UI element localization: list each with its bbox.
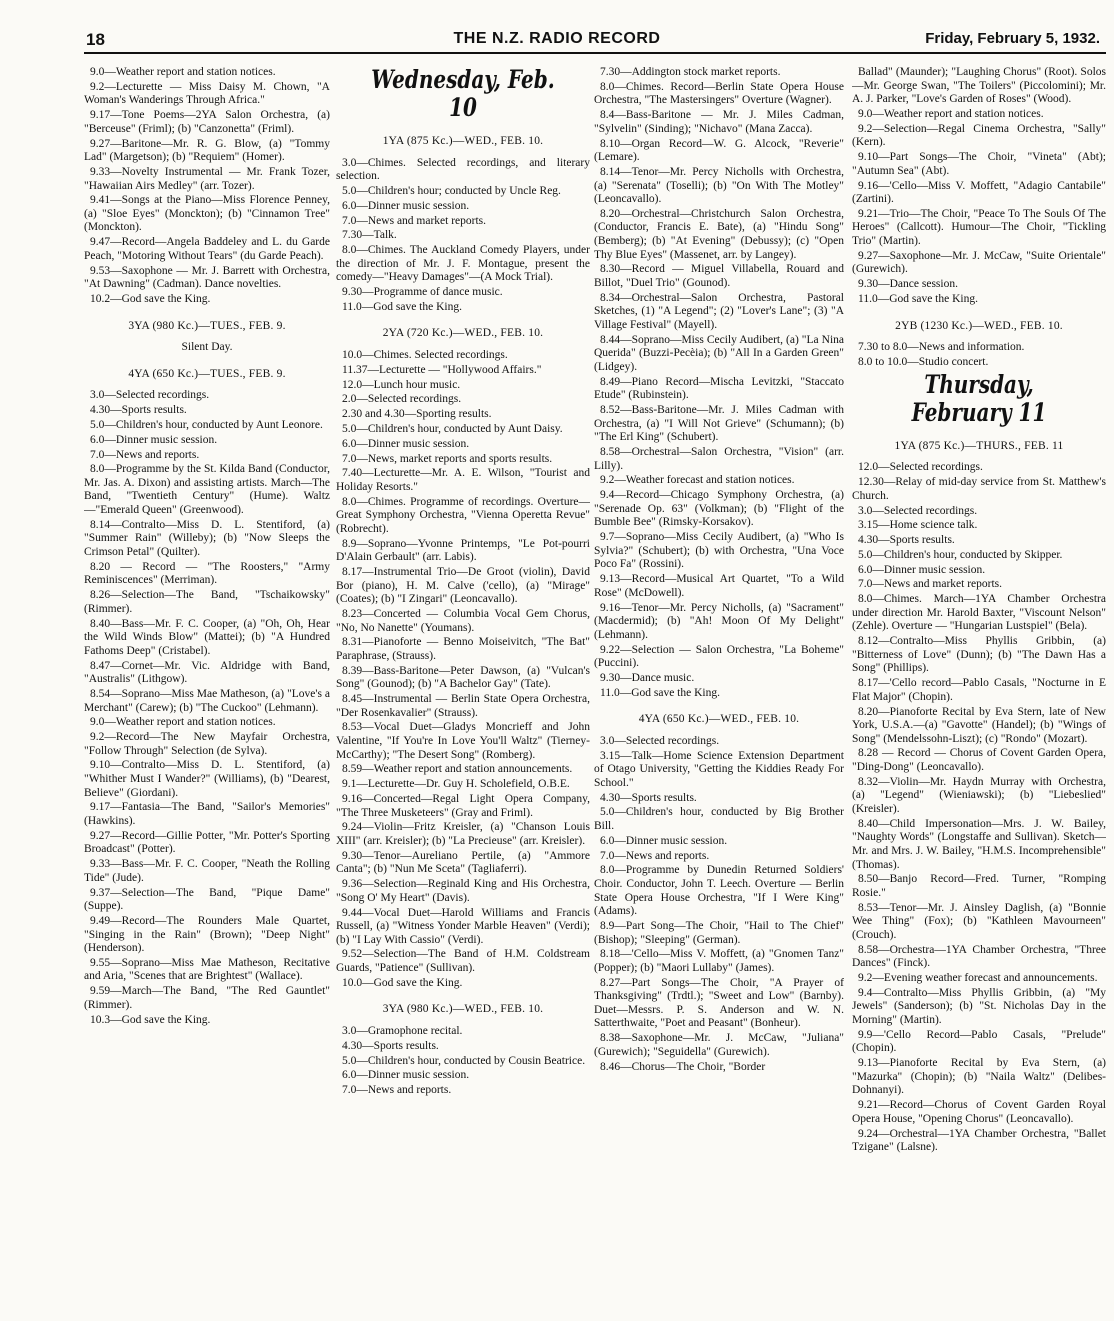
programme-item: 9.0—Weather report and station notices.	[858, 107, 1044, 120]
programme-item: 8.14—Contralto—Miss D. L. Stentiford, (a) "Summer Rain" (Willeby); (b) "Now Sleeps the Crimson Petal" (Quilter).	[84, 518, 330, 559]
programme-item: 12.0—Selected recordings.	[858, 461, 983, 474]
programme-item: 8.45—Instrumental — Berlin State Opera Orchestra, "Der Rosenkavalier" (Strauss).	[336, 693, 590, 719]
programme-item: 7.30 to 8.0—News and information.	[858, 341, 1025, 354]
programme-item: 9.37—Selection—The Band, "Pique Dame" (Suppe).	[84, 886, 330, 913]
programme-item: 5.0—Children's hour, conducted by Cousin Beatrice.	[342, 1054, 586, 1067]
programme-item: 9.2—Evening weather forecast and announcements.	[858, 972, 1098, 985]
programme-item: 9.10—Contralto—Miss D. L. Stentiford, (a) "Whither Must I Wander?" (Williams), (b) "Dearest, Believe" (Giordani).	[84, 759, 330, 799]
masthead	[0, 0, 1114, 62]
programme-item: 9.36—Selection—Reginald King and His Orchestra, "Song O' My Heart" (Davis).	[336, 878, 590, 904]
programme-item: 9.17—Fantasia—The Band, "Sailor's Memories" (Hawkins).	[84, 801, 330, 827]
programme-item: 7.40—Lecturette—Mr. A. E. Wilson, "Tourist and Holiday Resorts."	[336, 467, 590, 493]
programme-item: 8.14—Tenor—Mr. Percy Nicholls with Orchestra, (a) "Serenata" (Toselli); (b) "On With The Motley" (Leoncavallo).	[594, 165, 844, 206]
programme-item: 9.27—Baritone—Mr. R. G. Blow, (a) "Tommy Lad" (Margetson); (b) "Requiem" (Homer).	[84, 137, 330, 164]
programme-item: 7.0—News, market reports and sports results.	[342, 452, 553, 465]
programme-item: 4.30—Sports results.	[342, 1039, 439, 1052]
programme-item: 8.9—Soprano—Yvonne Printemps, "Le Pot-pourri D'Alain Gerbault" (arr. Labis).	[336, 537, 590, 564]
programme-item: 9.10—Part Songs—The Choir, "Vineta" (Abt); "Autumn Sea" (Abt).	[852, 151, 1106, 177]
programme-item: 8.26—Selection—The Band, "Tschaikowsky" (Rimmer).	[84, 589, 330, 615]
programme-item: 8.23—Concerted — Columbia Vocal Gem Chorus, "No, No Nanette" (Youmans).	[336, 607, 590, 634]
station-heading: 3YA (980 Kc.)—TUES., FEB. 9.	[128, 319, 286, 332]
programme-item: 8.40—Bass—Mr. F. C. Cooper, (a) "Oh, Oh, Hear the Wild Winds Blow" (Mattei); (b) "A Hundred Fathoms Deep" (Cristabel).	[84, 617, 330, 657]
programme-item: 9.2—Lecturette — Miss Daisy M. Chown, "A Woman's Wanderings Through Africa."	[84, 80, 330, 107]
masthead-rule	[84, 52, 1106, 54]
programme-item: 9.4—Contralto—Miss Phyllis Gribbin, (a) "My Jewels" (Sanderson); (b) "St. Nicholas Day in the Morning" (Martin).	[852, 986, 1106, 1027]
station-heading: 1YA (875 Kc.)—WED., FEB. 10.	[382, 135, 544, 147]
programme-item: Ballad" (Maunder); "Laughing Chorus" (Root). Solos—Mr. George Swan, "The Toilers" (Piccolomini); Mr. A. J. Parker, "Love's Garden of Roses" (Wood).	[852, 66, 1106, 106]
programme-item: 8.9—Part Song—The Choir, "Hail to The Chief" (Bishop); "Sleeping" (German).	[594, 919, 844, 946]
programme-item: 7.0—News and market reports.	[342, 214, 487, 227]
programme-item: 9.13—Pianoforte Recital by Eva Stern, (a) "Mazurka" (Chopin); (b) "Naila Waltz" (Delibes-Dohnanyi).	[852, 1057, 1106, 1097]
programme-item: 9.7—Soprano—Miss Cecily Audibert, (a) "Who Is Sylvia?" (Schubert); (b) with Orchestra, "Una Voce Poco Fa" (Rossini).	[594, 531, 844, 571]
programme-item: 10.2—God save the King.	[90, 293, 211, 305]
programme-item: 9.4—Record—Chicago Symphony Orchestra, (a) "Serenade Op. 63" (Volkman); (b) "Flight of the Bumble Bee" (Rimsky-Korsakov).	[594, 489, 844, 529]
programme-item: 10.0—God save the King.	[342, 976, 463, 989]
programme-item: 9.2—Record—The New Mayfair Orchestra, "Follow Through" Selection (de Sylva).	[84, 731, 330, 757]
programme-item: 6.0—Dinner music session.	[342, 1069, 470, 1082]
programme-item: 9.55—Soprano—Miss Mae Matheson, Recitative and Aria, "Scenes that are Brightest" (Wallace).	[84, 956, 330, 983]
station-heading: 4YA (650 Kc.)—TUES., FEB. 9.	[128, 367, 286, 380]
programme-item: 3.0—Selected recordings.	[600, 734, 720, 747]
programme-item: 9.30—Dance session.	[858, 278, 958, 291]
programme-item: 2.30 and 4.30—Sporting results.	[342, 408, 492, 421]
programme-item: 8.17—'Cello record—Pablo Casals, "Nocturne in E Flat Major" (Chopin).	[852, 677, 1106, 703]
programme-item: 9.59—March—The Band, "The Red Gauntlet" (Rimmer).	[84, 985, 330, 1011]
programme-item: 9.0—Weather report and station notices.	[90, 716, 276, 729]
programme-item: 9.49—Record—The Rounders Male Quartet, "Singing in the Rain" (Brown); "Deep Night" (Henderson).	[84, 914, 330, 955]
programme-item: 9.22—Selection — Salon Orchestra, "La Boheme" (Puccini).	[594, 643, 844, 670]
programme-item: 9.16—Concerted—Regal Light Opera Company, "The Three Musketeers" (Gray and Friml).	[336, 793, 590, 819]
programme-item: 9.44—Vocal Duet—Harold Williams and Francis Russell, (a) "Witness Yonder Marble Heaven" (Verdi); (b) "I Lay With Cassio" (Verdi).	[336, 906, 590, 946]
programme-item: 3.0—Gramophone recital.	[342, 1025, 463, 1038]
programme-item: 7.30—Talk.	[342, 229, 397, 242]
programme-item: 9.2—Weather forecast and station notices.	[600, 474, 795, 487]
programme-item: 8.17—Instrumental Trio—De Groot (violin), David Bor (piano), H. M. Calve ('cello), (a) "Mirage" (Coates); (b) "I Zingari" (Leoncavallo).	[336, 566, 590, 606]
programme-item: 7.0—News and reports.	[342, 1084, 452, 1097]
programme-item: 8.44—Soprano—Miss Cecily Audibert, (a) "La Nina Querida" (Buzzi-Pecèia); (b) "All In a Garden Green" (Lidgey).	[594, 333, 844, 373]
programme-item: 8.0—Chimes. Record—Berlin State Opera House Orchestra, "The Mastersingers" Overture (Wagner).	[594, 80, 844, 107]
programme-item: 6.0—Dinner music session.	[342, 437, 470, 450]
programme-item: 9.21—Trio—The Choir, "Peace To The Souls Of The Heroes" (Callcott). Humour—The Choir, "Tickling Trio" (Martin).	[852, 207, 1106, 248]
programme-item: 9.52—Selection—The Band of H.M. Coldstream Guards, "Patience" (Sullivan).	[336, 948, 590, 975]
station-heading: 2YA (720 Kc.)—WED., FEB. 10.	[382, 327, 544, 340]
programme-item: 6.0—Dinner music session.	[600, 834, 728, 847]
programme-item: 8.53—Vocal Duet—Gladys Moncrieff and John Valentine, "If You're In Love You'll Waltz" (Tierney-McCarthy); "The Desert Song" (Romberg).	[336, 721, 590, 761]
station-heading: 1YA (875 Kc.)—THURS., FEB. 11	[894, 439, 1064, 452]
programme-item: 9.24—Orchestral—1YA Chamber Orchestra, "Ballet Tzigane" (Lalsne).	[852, 1127, 1106, 1154]
programme-item: 5.0—Children's hour, conducted by Big Brother Bill.	[594, 806, 844, 832]
programme-item: 11.0—God save the King.	[600, 686, 720, 699]
programme-item: 8.59—Weather report and station announcements.	[342, 763, 573, 776]
page-number: 18	[86, 30, 105, 49]
day-heading: Wednesday, Feb. 10	[371, 66, 555, 122]
programme-item: 8.28 — Record — Chorus of Covent Garden Opera, "Ding-Dong" (Leoncavallo).	[852, 747, 1106, 774]
programme-item: 7.0—News and reports.	[90, 448, 200, 461]
programme-item: 8.58—Orchestra—1YA Chamber Orchestra, "Three Dances" (Finck).	[852, 943, 1106, 970]
programme-item: 5.0—Children's hour, conducted by Aunt Daisy.	[342, 422, 563, 435]
programme-item: 8.27—Part Songs—The Choir, "A Prayer of Thanksgiving" (Trdtl.); "Sweet and Low" (Barnby). Duet—Messrs. P. S. Anderson and W. N. Satterthwaite, "Poet and Peasant" (Bonheur).	[594, 976, 844, 1030]
station-heading: 3YA (980 Kc.)—WED., FEB. 10.	[382, 1003, 544, 1016]
programme-item: 3.0—Chimes. Selected recordings, and literary selection.	[336, 156, 590, 183]
programme-item: 8.20 — Record — "The Roosters," "Army Reminiscences" (Merriman).	[84, 560, 330, 587]
programme-item: 2.0—Selected recordings.	[342, 393, 462, 406]
programme-item: 11.0—God save the King.	[342, 300, 462, 313]
programme-item: 8.38—Saxophone—Mr. J. McCaw, "Juliana" (Gurewich); "Seguidella" (Gurewich).	[594, 1032, 844, 1058]
programme-item: 9.1—Lecturette—Dr. Guy H. Scholefield, O.B.E.	[342, 778, 570, 791]
programme-item: 8.18—'Cello—Miss V. Moffett, (a) "Gnomen Tanz" (Popper); (b) "Maori Lullaby" (James).	[594, 948, 844, 974]
programme-item: 9.30—Programme of dance music.	[342, 286, 503, 299]
programme-item: 9.17—Tone Poems—2YA Salon Orchestra, (a) "Berceuse" (Friml); (b) "Canzonetta" (Friml).	[84, 109, 330, 135]
programme-item: 9.27—Record—Gillie Potter, "Mr. Potter's Sporting Broadcast" (Potter).	[84, 829, 330, 856]
programme-item: 11.37—Lecturette — "Hollywood Affairs."	[342, 363, 542, 376]
programme-item: 3.0—Selected recordings.	[90, 389, 210, 402]
programme-item: 8.10—Organ Record—W. G. Alcock, "Reverie" (Lemare).	[594, 137, 844, 164]
programme-item: 10.3—God save the King.	[90, 1013, 211, 1026]
programme-item: 6.0—Dinner music session.	[858, 563, 986, 576]
programme-item: 3.15—Talk—Home Science Extension Department of Otago University, "Getting the Kiddies Ready For School."	[594, 749, 844, 789]
programme-item: 4.30—Sports results.	[600, 791, 697, 804]
programme-item: 10.0—Chimes. Selected recordings.	[342, 349, 508, 362]
programme-item: 8.31—Pianoforte — Benno Moiseivitch, "The Bat" Paraphrase, (Strauss).	[336, 636, 590, 662]
programme-item: 3.15—Home science talk.	[858, 519, 978, 532]
programme-item: 5.0—Children's hour, conducted by Aunt Leonore.	[90, 418, 323, 431]
programme-item: 8.0—Programme by the St. Kilda Band (Conductor, Mr. Jas. A. Dixon) and assisting artists. March—The Band, "Twentieth Century" (Hume). Waltz—"Emerald Queen" (Greenwood).	[84, 463, 330, 517]
programme-item: 5.0—Children's hour, conducted by Skipper.	[858, 548, 1063, 561]
programme-item: 9.41—Songs at the Piano—Miss Florence Penney, (a) "Sloe Eyes" (Monckton); (b) "Cinnamon Tree" (Monckton).	[84, 194, 330, 234]
programme-item: 9.2—Selection—Regal Cinema Orchestra, "Sally" (Kern).	[852, 122, 1106, 149]
programme-item: 8.0—Chimes. March—1YA Chamber Orchestra under direction Mr. Harold Baxter, "Viscount Nelson" (Zehle). Overture — "Hungarian Lustspiel" (Bela).	[852, 593, 1106, 633]
programme-item: 4.30—Sports results.	[858, 534, 955, 547]
programme-item: 8.0 to 10.0—Studio concert.	[858, 355, 989, 368]
column-3	[594, 66, 844, 1316]
programme-item: 12.0—Lunch hour music.	[342, 378, 461, 391]
programme-item: 6.0—Dinner music session.	[342, 199, 470, 212]
programme-item: 8.40—Child Impersonation—Mrs. J. W. Bailey, "Naughty Words" (Longstaffe and Sullivan). Sketch—Mr. and Mrs. J. W. Bailey, "H.M.S. Incomprehensible" (Thomas).	[852, 817, 1106, 871]
programme-item: 9.24—Violin—Fritz Kreisler, (a) "Chanson Louis XIII" (arr. Kreisler); (b) "La Precieuse" (arr. Kreisler).	[336, 821, 590, 847]
programme-item: 8.50—Banjo Record—Fred. Turner, "Romping Rosie."	[852, 873, 1106, 899]
programme-item: 8.32—Violin—Mr. Haydn Murray with Orchestra, (a) "Legend" (Wieniawski); (b) "Liebeslied" (Kreisler).	[852, 775, 1106, 816]
programme-item: 6.0—Dinner music session.	[90, 433, 218, 446]
programme-item: 8.0—Programme by Dunedin Returned Soldiers' Choir. Conductor, John T. Leech. Overture — Berlin State Opera House Orchestra, "If I Were King" (Adams).	[594, 864, 844, 918]
programme-item: 8.20—Orchestral—Christchurch Salon Orchestra, (Conductor, Francis E. Bate), (a) "Hindu Song" (Bemberg); (b) "At Evening" (Debussy); (c) "Open Thy Blue Eyes" (Massenet, arr. by Langey).	[594, 207, 844, 261]
programme-item: 8.49—Piano Record—Mischa Levitzki, "Staccato Etude" (Rubinstein).	[594, 375, 844, 402]
station-heading: 2YB (1230 Kc.)—WED., FEB. 10.	[895, 319, 1063, 332]
day-heading: Thursday, February 11	[911, 369, 1047, 427]
programme-item: 8.47—Cornet—Mr. Vic. Aldridge with Band, "Australis" (Lithgow).	[84, 659, 330, 686]
programme-item: 3.0—Selected recordings.	[858, 504, 978, 517]
programme-item: 9.13—Record—Musical Art Quartet, "To a Wild Rose" (McDowell).	[594, 573, 844, 599]
programme-item: 4.30—Sports results.	[90, 404, 187, 417]
programme-item: 8.54—Soprano—Miss Mae Matheson, (a) "Love's a Merchant" (Carew); (b) "The Cuckoo" (Lehmann).	[84, 687, 330, 714]
programme-item: 8.0—Chimes. Programme of recordings. Overture—Great Symphony Orchestra, "Vienna Operetta Revue" (Robrecht).	[336, 495, 590, 535]
programme-item: 9.33—Bass—Mr. F. C. Cooper, "Neath the Rolling Tide" (Jude).	[84, 858, 330, 884]
programme-item: 11.0—God save the King.	[858, 293, 978, 305]
column-1	[84, 66, 330, 1316]
station-heading: 4YA (650 Kc.)—WED., FEB. 10.	[638, 713, 800, 726]
programme-item: 8.52—Bass-Baritone—Mr. J. Miles Cadman with Orchestra, (a) "I Will Not Grieve" (Schumann); (b) "The Erl King" (Schubert).	[594, 404, 844, 444]
programme-item: 9.30—Dance music.	[600, 671, 695, 684]
programme-item: 8.39—Bass-Baritone—Peter Dawson, (a) "Vulcan's Song" (Gounod); (b) "A Bachelor Gay" (Tate).	[336, 664, 590, 691]
programme-item: 8.12—Contralto—Miss Phyllis Gribbin, (a) "Bitterness of Love" (Dunn); (b) "The Dawn Has a Song" (Phillips).	[852, 635, 1106, 675]
programme-item: 8.46—Chorus—The Choir, "Border	[600, 1060, 766, 1073]
programme-item: 8.4—Bass-Baritone — Mr. J. Miles Cadman, "Sylvelin" (Sinding); "Nichavo" (Mana Zacca).	[594, 109, 844, 135]
programme-item: 9.30—Tenor—Aureliano Pertile, (a) "Ammore Canta"; (b) "Nun Me Sceta" (Tagliaferri).	[336, 849, 590, 876]
programme-item: 8.20—Pianoforte Recital by Eva Stern, late of New York, U.S.A.—(a) "Gavotte" (Handel); (b) "Wings of Song" (Mendelssohn-Liszt); (c) "Rondo" (Mozart).	[852, 705, 1106, 745]
programme-item: 8.58—Orchestral—Salon Orchestra, "Vision" (arr. Lilly).	[594, 446, 844, 472]
programme-item: 9.47—Record—Angela Baddeley and L. du Garde Peach, "Motoring Without Tears" (du Garde Peach).	[84, 236, 330, 262]
notice-text: Silent Day.	[181, 341, 233, 354]
column-2	[336, 66, 590, 1316]
programme-item: 7.0—News and market reports.	[858, 578, 1003, 591]
programme-item: 9.16—'Cello—Miss V. Moffett, "Adagio Cantabile" (Zartini).	[852, 179, 1106, 206]
programme-item: 5.0—Children's hour; conducted by Uncle Reg.	[342, 184, 561, 197]
programme-item: 9.53—Saxophone — Mr. J. Barrett with Orchestra, "At Dawning" (Cadman). Dance novelties.	[84, 264, 330, 291]
programme-item: 9.16—Tenor—Mr. Percy Nicholls, (a) "Sacrament" (Macdermid); (b) "Ah! Moon Of My Delight" (Lehmann).	[594, 601, 844, 641]
issue-date: Friday, February 5, 1932.	[925, 30, 1100, 47]
programme-item: 9.0—Weather report and station notices.	[90, 66, 276, 78]
programme-item: 9.27—Saxophone—Mr. J. McCaw, "Suite Orientale" (Gurewich).	[852, 249, 1106, 276]
column-4	[852, 66, 1106, 1316]
programme-item: 8.30—Record — Miguel Villabella, Rouard and Billot, "Duel Trio" (Gounod).	[594, 263, 844, 290]
programme-item: 7.0—News and reports.	[600, 849, 710, 862]
programme-item: 9.33—Novelty Instrumental — Mr. Frank Tozer, "Hawaiian Airs Medley" (arr. Tozer).	[84, 165, 330, 192]
programme-item: 7.30—Addington stock market reports.	[600, 66, 781, 78]
programme-item: 8.34—Orchestral—Salon Orchestra, Pastoral Sketches, (1) "A Legend"; (2) "Lover's Lane"; (3) "A Village Festival" (Mayell).	[594, 291, 844, 331]
programme-item: 8.0—Chimes. The Auckland Comedy Players, under the direction of Mr. J. F. Montague, present the comedy—"Heavy Damages"—(A Mock Trial).	[336, 244, 590, 284]
programme-item: 8.53—Tenor—Mr. J. Ainsley Daglish, (a) "Bonnie Wee Thing" (Fox); (b) "Kathleen Mavourneen" (Crouch).	[852, 901, 1106, 941]
programme-item: 12.30—Relay of mid-day service from St. Matthew's Church.	[852, 476, 1106, 502]
programme-item: 9.9—'Cello Record—Pablo Casals, "Prelude" (Chopin).	[852, 1028, 1106, 1055]
publication-title: THE N.Z. RADIO RECORD	[453, 30, 661, 47]
programme-item: 9.21—Record—Chorus of Covent Garden Royal Opera House, "Opening Chorus" (Leoncavallo).	[852, 1099, 1106, 1125]
